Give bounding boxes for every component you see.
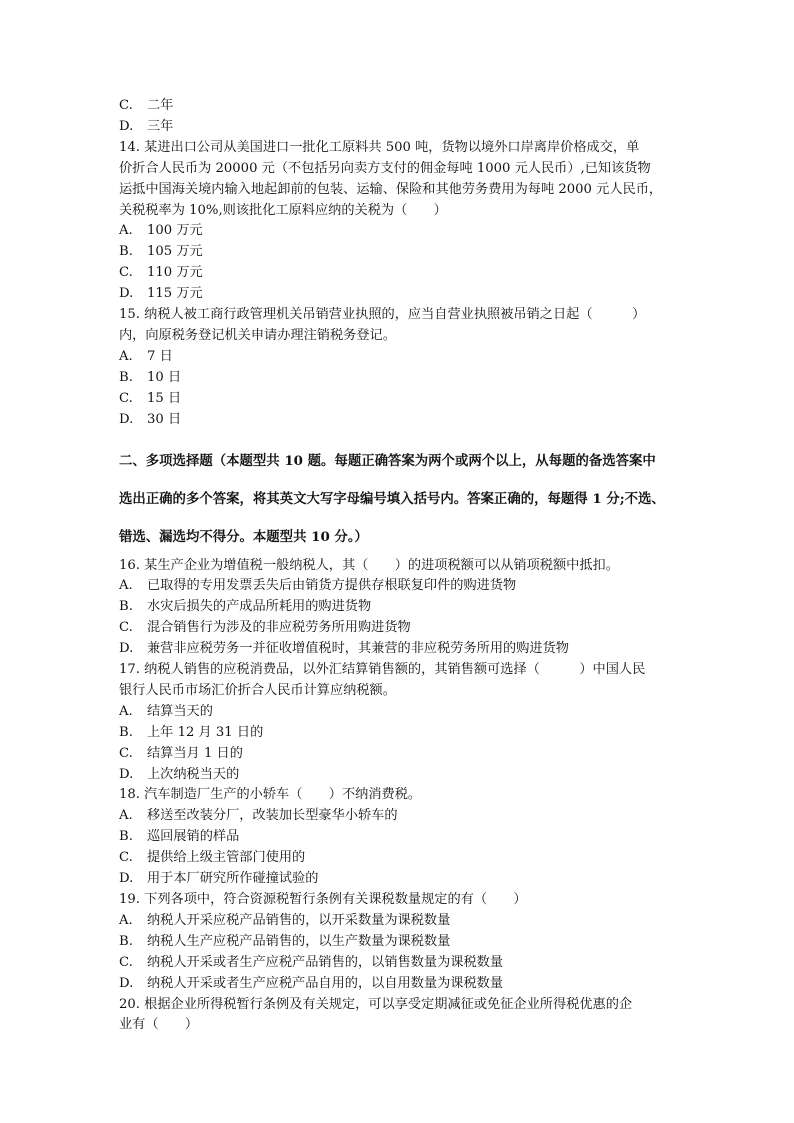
option-d: D. 纳税人开采或者生产应税产品自用的，以自用数量为课税数量 [119, 975, 504, 991]
question-text: 运抵中国海关境内输入地起卸前的包装、运输、保险和其他劳务费用为每吨 2000 元人民币， [119, 181, 663, 197]
option-a: A. 已取得的专用发票丢失后由销货方提供存根联复印件的购进货物 [119, 578, 517, 594]
option-c: C. 混合销售行为涉及的非应税劳务所用购进货物 [119, 620, 411, 636]
question-text: 关税税率为 10%,则该批化工原料应纳的关税为（ ） [119, 202, 447, 218]
option-d: D. 上次纳税当天的 [119, 766, 240, 782]
option-a: A. 纳税人开采应税产品销售的，以开采数量为课税数量 [119, 912, 451, 928]
option-c: C. 15 日 [119, 390, 182, 406]
question-text: 20. 根据企业所得税暂行条例及有关规定，可以享受定期减征或免征企业所得税优惠的企 [119, 996, 633, 1012]
question-15 [119, 305, 679, 430]
option-c: C. 结算当月 1 日的 [119, 745, 243, 761]
option-d: D. 30 日 [119, 411, 182, 427]
question-text: 19. 下列各项中，符合资源税暂行条例有关课税数量规定的有（ ） [119, 892, 527, 907]
option-b: B. 纳税人生产应税产品销售的，以生产数量为课税数量 [119, 933, 451, 949]
section-heading-multiple-choice [119, 451, 679, 547]
option-b: B. 105 万元 [119, 244, 203, 260]
document-page [119, 96, 679, 1036]
option-b: B. 10 日 [119, 369, 182, 385]
question-text: 15. 纳税人被工商行政管理机关吊销营业执照的，应当自营业执照被吊销之日起（ ） [119, 307, 646, 323]
option-d: D. 115 万元 [119, 286, 203, 302]
question-text: 16. 某生产企业为增值税一般纳税人，其（ ）的进项税额可以从销项税额中抵扣。 [119, 557, 619, 573]
section-title-line: 二、多项选择题（本题型共 10 题。每题正确答案为两个或两个以上，从每题的备选答案中 [119, 452, 656, 469]
question-text: 业有（ ） [119, 1017, 199, 1033]
option-a: A. 100 万元 [119, 223, 203, 239]
question-17 [119, 660, 679, 785]
q13-tail-options [119, 96, 679, 138]
question-text: 14. 某进出口公司从美国进口一批化工原料共 500 吨，货物以境外口岸离岸价格成交，单 [119, 139, 640, 155]
option-c: C. 110 万元 [119, 265, 203, 281]
option-b: B. 巡回展销的样品 [119, 829, 240, 845]
question-text: 18. 汽车制造厂生产的小轿车（ ）不纳消费税。 [119, 787, 422, 803]
option-c: C. 二年 [119, 98, 174, 113]
question-18 [119, 785, 679, 890]
option-a: A. 结算当天的 [119, 703, 213, 719]
question-19 [119, 890, 679, 995]
option-c: C. 纳税人开采或者生产应税产品销售的，以销售数量为课税数量 [119, 954, 504, 970]
option-d: D. 用于本厂研究所作碰撞试验的 [119, 871, 319, 887]
question-text: 17. 纳税人销售的应税消费品，以外汇结算销售额的，其销售额可选择（ ）中国人民 [119, 662, 646, 678]
option-c: C. 提供给上级主管部门使用的 [119, 850, 306, 866]
question-text: 银行人民币市场汇价折合人民币计算应纳税额。 [119, 682, 396, 698]
question-20 [119, 995, 679, 1037]
question-14 [119, 138, 679, 305]
option-a: A. 移送至改装分厂，改装加长型豪华小轿车的 [119, 808, 398, 824]
option-d: D. 三年 [119, 118, 174, 134]
section-title-line: 选出正确的多个答案，将其英文大写字母编号填入括号内。答案正确的，每题得 1 分;不选、 [119, 490, 665, 507]
question-text: 内，向原税务登记机关申请办理注销税务登记。 [119, 327, 396, 343]
option-b: B. 上年 12 月 31 日的 [119, 724, 264, 740]
section-title-line: 错选、漏选均不得分。本题型共 10 分。） [119, 528, 368, 545]
option-d: D. 兼营非应税劳务一并征收增值税时，其兼营的非应税劳务所用的购进货物 [119, 641, 569, 657]
option-b: B. 水灾后损失的产成品所耗用的购进货物 [119, 599, 372, 615]
question-16 [119, 556, 679, 661]
question-text: 价折合人民币为 20000 元（不包括另向卖方支付的佣金每吨 1000 元人民币）,已知该货物 [119, 160, 651, 176]
option-a: A. 7 日 [119, 348, 173, 364]
